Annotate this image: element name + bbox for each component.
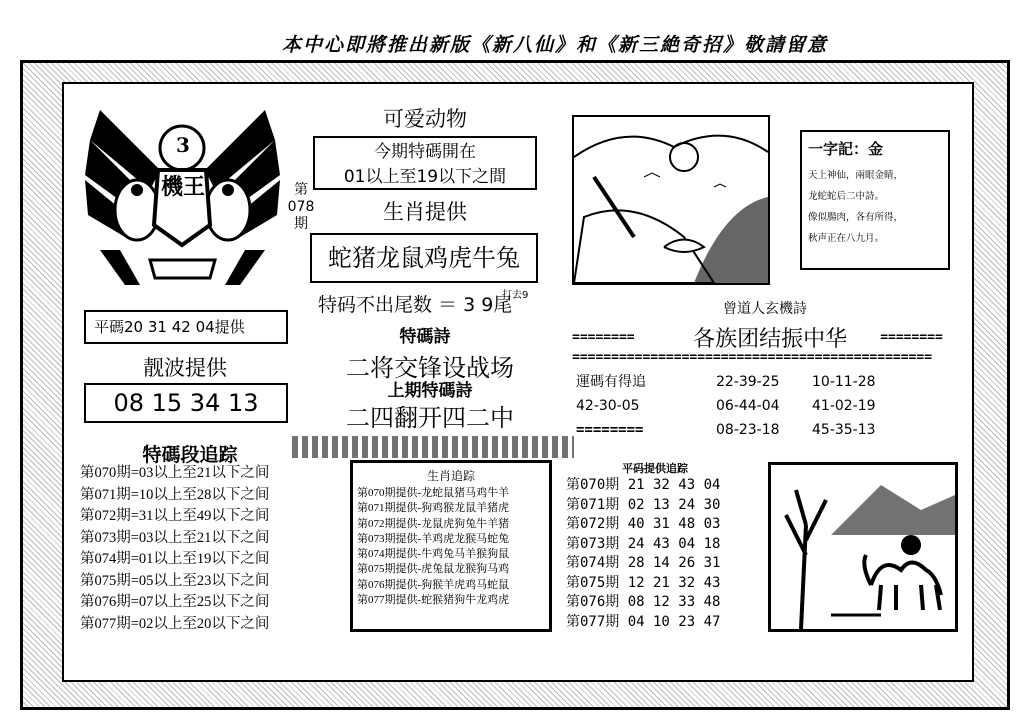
charm-title: 一字記：金 <box>808 140 884 158</box>
list-item: 第075期=05以上至23以下之间 <box>80 572 270 589</box>
shengxiao-track-title: 生肖追踪 <box>426 469 475 483</box>
tail-overlay: 打去9 <box>502 290 529 301</box>
table-cell: 45-35-13 <box>812 422 876 438</box>
last-poem-line: 二四翻开四二中 <box>346 404 514 432</box>
table-row <box>576 370 966 394</box>
poem-line: 二将交锋设战场 <box>346 354 514 382</box>
bo-numbers: 08 15 34 13 <box>84 383 288 423</box>
charm-line: 龙蛇蛇后二中詩。 <box>808 191 885 202</box>
landscape-picture <box>572 115 770 285</box>
daoren-title: 曾道人玄機詩 <box>723 301 807 317</box>
list-item: 第075期提供-虎兔鼠龙猴狗马鸡 <box>357 563 510 576</box>
table-row <box>576 418 966 442</box>
table-cell: 運碼有得追 <box>576 374 646 390</box>
issue-label <box>286 182 316 233</box>
list-item: 第074期 28 14 26 31 <box>566 555 721 571</box>
logo-badge: 機王 <box>160 174 205 200</box>
banner-text: 本中心即將推出新版《新八仙》和《新三絶奇招》敬請留意 <box>281 34 828 56</box>
list-item: 第072期=31以上至49以下之间 <box>80 508 270 524</box>
charm-line: 天上神仙，兩眼金睛， <box>808 170 904 181</box>
list-item: 第076期 08 12 33 48 <box>566 594 721 610</box>
list-item: 第077期提供-蛇猴猪狗牛龙鸡虎 <box>357 594 510 607</box>
vine-divider <box>292 436 574 458</box>
issue-number: 078 <box>287 199 315 215</box>
bo-title: 靓波提供 <box>143 356 227 380</box>
shengxiao-title: 生肖提供 <box>383 200 467 224</box>
table-cell: 08-23-18 <box>716 422 780 438</box>
charm-line: 秋声正在八九月。 <box>808 233 885 244</box>
list-item: 第070期 21 32 43 04 <box>566 477 721 493</box>
list-item: 第076期提供-狗猴羊虎鸡马蛇鼠 <box>357 578 510 591</box>
table-cell: 06-44-04 <box>716 398 780 414</box>
list-item: 第073期=03以上至21以下之间 <box>80 529 270 546</box>
shengxiao-box: 蛇猪龙鼠鸡虎牛兔 <box>310 233 538 283</box>
table-cell: 10-11-28 <box>812 374 876 390</box>
pingma-box: 平碼20 31 42 04提供 <box>84 310 288 344</box>
list-item: 第076期=07以上至25以下之间 <box>80 594 270 610</box>
charm-line: 像似腸肉，各有所得， <box>808 212 904 223</box>
shengxiao-track-box <box>350 460 552 632</box>
table-row <box>576 394 966 418</box>
list-item: 第071期提供-狗鸡猴龙鼠羊猪虎 <box>357 502 510 515</box>
table-cell: 22-39-25 <box>716 374 780 390</box>
daoren-headline: 各族团结振中华 <box>693 327 848 352</box>
list-item: 第070期提供-龙蛇鼠猪马鸡牛羊 <box>357 487 510 499</box>
list-item: 第077期=02以上至20以下之间 <box>80 615 270 632</box>
tail-text: 特码不出尾数 ＝ 3 9尾 <box>318 294 513 316</box>
table-cell: 41-02-19 <box>812 398 876 414</box>
dash-right: ======== <box>880 330 943 345</box>
issue-prefix: 第 <box>294 182 308 198</box>
range-box <box>313 136 537 190</box>
list-item: 第074期提供-牛鸡兔马羊猴狗鼠 <box>357 548 510 561</box>
list-item: 第075期 12 21 32 43 <box>566 574 721 591</box>
last-poem-title: 上期特碼詩 <box>387 381 473 401</box>
desert-picture <box>768 462 958 632</box>
list-item: 第077期 04 10 23 47 <box>566 613 721 630</box>
list-item: 第070期=03以上至21以下之间 <box>80 465 270 481</box>
segment-title: 特碼段追踪 <box>142 444 238 466</box>
camel-tree-icon <box>771 465 955 629</box>
cute-animal-title: 可爱动物 <box>383 107 467 131</box>
range-line2: 01以上至19以下之間 <box>343 167 507 187</box>
daoren-table <box>576 370 966 442</box>
logo-seal-number: 3 <box>176 133 190 157</box>
mountain-bird-icon <box>574 117 768 283</box>
issue-suffix: 期 <box>294 216 308 232</box>
poem-title: 特碼詩 <box>399 327 451 347</box>
dash-separator: ============================================== <box>572 350 933 365</box>
pingma-track-title: 平码提供追踪 <box>622 462 688 475</box>
list-item: 第073期提供-羊鸡虎龙猴马蛇兔 <box>357 532 510 545</box>
table-cell: 42-30-05 <box>576 398 640 414</box>
list-item: 第073期 24 43 04 18 <box>566 535 721 552</box>
table-cell: ======== <box>576 422 644 438</box>
daoren-headline-row <box>572 322 962 352</box>
list-item: 第071期=10以上至28以下之间 <box>80 486 270 503</box>
charm-box <box>800 130 950 270</box>
dash-left: ======== <box>572 330 635 345</box>
list-item: 第072期 40 31 48 03 <box>566 516 721 532</box>
list-item: 第071期 02 13 24 30 <box>566 496 721 513</box>
segment-list <box>80 463 310 635</box>
range-line1: 今期特碼開在 <box>374 142 476 162</box>
list-item: 第074期=01以上至19以下之间 <box>80 551 270 567</box>
list-item: 第072期提供-龙鼠虎狗兔牛羊猪 <box>357 517 510 530</box>
pingma-track-list <box>566 476 756 632</box>
